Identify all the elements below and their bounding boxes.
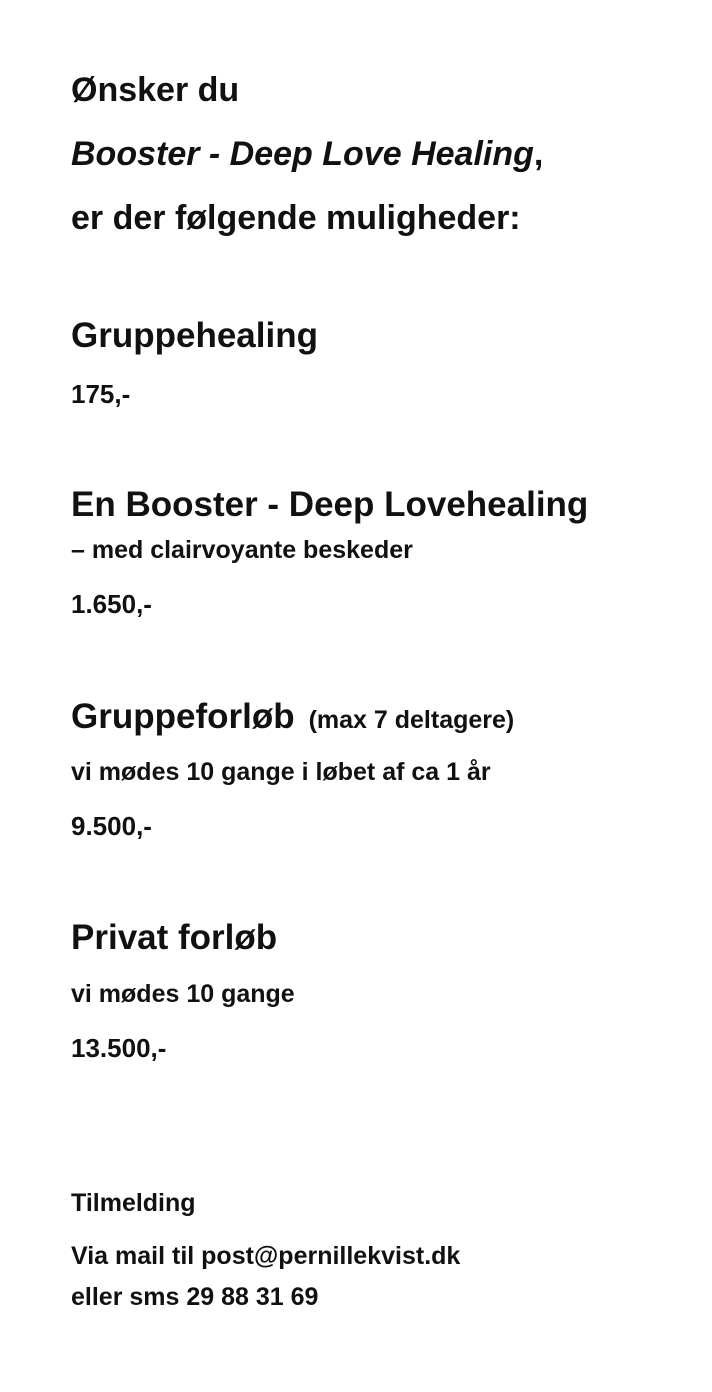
option-private-course-price: 13.500,- (71, 1033, 167, 1063)
option-group-healing-price: 175,- (71, 379, 131, 409)
signup-title: Tilmelding (71, 1189, 196, 1217)
option-group-course-note: (max 7 deltagere) (308, 706, 515, 734)
option-group-course-title: Gruppeforløb (71, 697, 295, 736)
option-booster-title: En Booster - Deep Lovehealing (71, 485, 589, 524)
intro-line-2 (71, 137, 543, 171)
option-private-course-description: vi mødes 10 gange (71, 980, 295, 1008)
option-group-course-price: 9.500,- (71, 811, 152, 841)
option-private-course-title: Privat forløb (71, 918, 278, 957)
signup-sms-line: eller sms 29 88 31 69 (71, 1283, 319, 1311)
option-booster-price: 1.650,- (71, 589, 152, 619)
program-name-comma: , (533, 135, 544, 173)
signup-mail-line: Via mail til post@pernillekvist.dk (71, 1242, 461, 1270)
option-group-course-heading (71, 699, 514, 734)
option-booster-subtitle: – med clairvoyante beskeder (71, 536, 413, 564)
program-name: Booster - Deep Love Healing (71, 135, 534, 173)
intro-line-1: Ønsker du (71, 71, 240, 109)
intro-line-3: er der følgende muligheder: (71, 199, 521, 237)
option-group-healing-title: Gruppehealing (71, 316, 318, 355)
option-group-course-description: vi mødes 10 gange i løbet af ca 1 år (71, 758, 491, 786)
